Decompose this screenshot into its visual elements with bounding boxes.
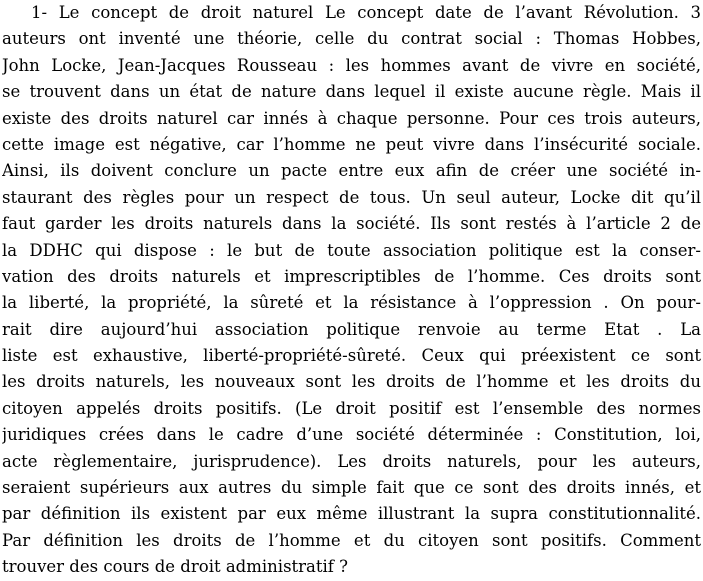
paragraph-line: auteurs ont inventé une théorie, celle du contrat social : Thomas Hobbes, <box>2 29 701 49</box>
paragraph-line: rait dire aujourd’hui association politique renvoie au terme Etat . La <box>2 319 701 339</box>
paragraph-line: acte règlementaire, jurisprudence). Les droits naturels, pour les auteurs, <box>2 451 701 471</box>
paragraph-line: existe des droits naturel car innés à chaque personne. Pour ces trois auteurs, <box>2 108 701 128</box>
paragraph-line: 1- Le concept de droit naturel Le concept date de l’avant Révolution. 3 <box>31 3 701 22</box>
paragraph-line: la liberté, la propriété, la sûreté et la résistance à l’oppression . On pour- <box>2 293 701 313</box>
paragraph-line: Par définition les droits de l’homme et du citoyen sont positifs. Comment <box>2 530 701 550</box>
paragraph-line: les droits naturels, les nouveaux sont les droits de l’homme et les droits du <box>2 372 701 392</box>
paragraph-line: par définition ils existent par eux même illustrant la supra constitutionnalité. <box>2 504 701 524</box>
paragraph-line: se trouvent dans un état de nature dans lequel il existe aucune règle. Mais il <box>2 82 701 102</box>
paragraph-line: trouver des cours de droit administratif ? <box>2 557 349 577</box>
paragraph-line: citoyen appelés droits positifs. (Le droit positif est l’ensemble des normes <box>2 398 701 418</box>
paragraph-line: liste est exhaustive, liberté-propriété-sûreté. Ceux qui préexistent ce sont <box>2 346 701 366</box>
paragraph-line: Ainsi, ils doivent conclure un pacte entre eux afin de créer une société in- <box>2 161 701 181</box>
paragraph-line: staurant des règles pour un respect de tous. Un seul auteur, Locke dit qu’il <box>2 187 701 207</box>
paragraph-line: cette image est négative, car l’homme ne peut vivre dans l’insécurité sociale. <box>2 134 701 154</box>
paragraph-line: vation des droits naturels et imprescriptibles de l’homme. Ces droits sont <box>2 266 701 286</box>
paragraph-line: juridiques crées dans le cadre d’une société déterminée : Constitution, loi, <box>2 425 701 445</box>
paragraph-line: faut garder les droits naturels dans la société. Ils sont restés à l’article 2 de <box>2 214 701 234</box>
paragraph-line: la DDHC qui dispose : le but de toute association politique est la conser- <box>2 240 701 260</box>
paragraph-line: John Locke, Jean-Jacques Rousseau : les hommes avant de vivre en société, <box>2 55 701 75</box>
paragraph-line: seraient supérieurs aux autres du simple fait que ce sont des droits innés, et <box>2 478 701 498</box>
